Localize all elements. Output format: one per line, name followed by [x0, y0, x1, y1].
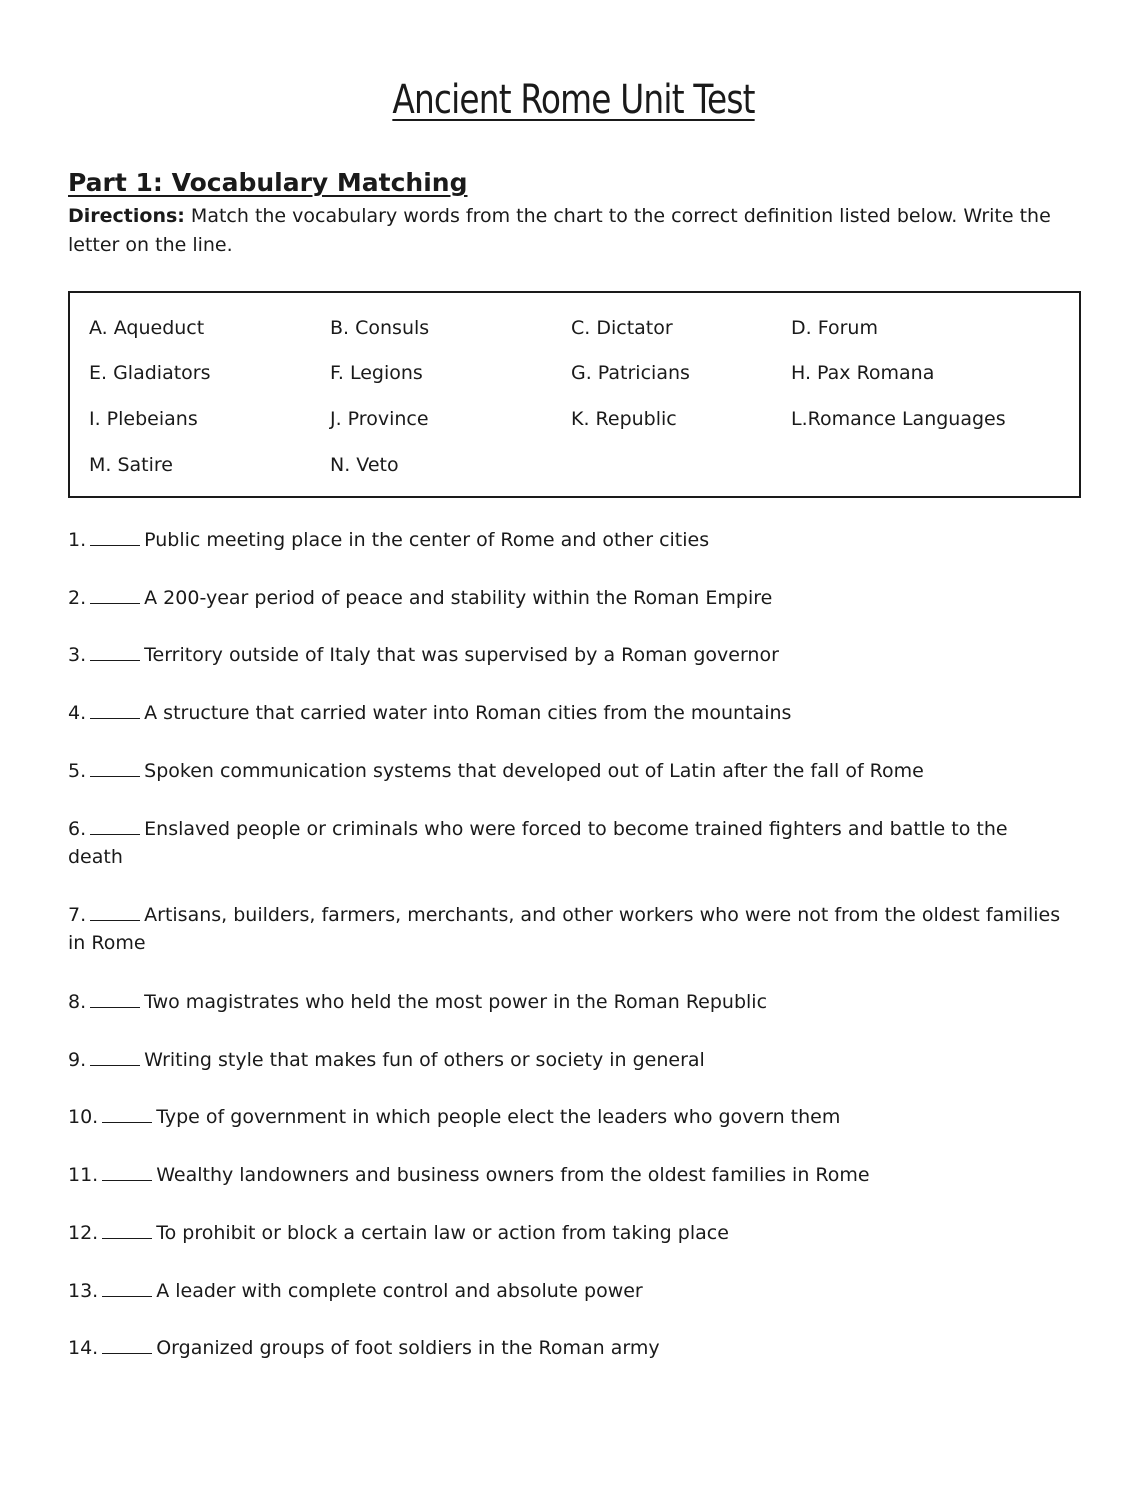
question-text: Two magistrates who held the most power in the Roman Republic — [144, 991, 768, 1013]
question-number: 7. — [68, 904, 87, 926]
question-text: To prohibit or block a certain law or action from taking place — [156, 1222, 729, 1244]
question-text: A 200-year period of peace and stability within the Roman Empire — [144, 587, 773, 609]
answer-blank[interactable] — [102, 1164, 152, 1181]
question-number: 4. — [68, 702, 87, 724]
question-item — [68, 1103, 1068, 1131]
question-text: A structure that carried water into Roman cities from the mountains — [144, 702, 792, 724]
word-bank-item: F. Legions — [330, 362, 423, 384]
answer-blank[interactable] — [102, 1280, 152, 1297]
directions — [68, 202, 1078, 260]
question-text: Enslaved people or criminals who were forced to become trained fighters and battle to the death — [68, 818, 1008, 868]
question-text: Wealthy landowners and business owners from the oldest families in Rome — [156, 1164, 870, 1186]
word-bank-item: H. Pax Romana — [791, 362, 935, 384]
question-item — [68, 1277, 1068, 1305]
question-number: 12. — [68, 1222, 99, 1244]
question-text: Territory outside of Italy that was supervised by a Roman governor — [144, 644, 779, 666]
word-bank-item: J. Province — [330, 408, 429, 430]
question-text: Artisans, builders, farmers, merchants, and other workers who were not from the oldest families in Rome — [68, 904, 1061, 954]
question-item — [68, 901, 1068, 957]
question-text: Spoken communication systems that developed out of Latin after the fall of Rome — [144, 760, 924, 782]
question-text: A leader with complete control and absolute power — [156, 1280, 643, 1302]
directions-text: Match the vocabulary words from the chart to the correct definition listed below. Write the letter on the line. — [68, 205, 1051, 256]
question-item — [68, 757, 1068, 785]
answer-blank[interactable] — [90, 818, 140, 835]
question-item — [68, 1219, 1068, 1247]
question-text: Public meeting place in the center of Rome and other cities — [144, 529, 710, 551]
word-bank-item: E. Gladiators — [89, 362, 211, 384]
answer-blank[interactable] — [102, 1106, 152, 1123]
question-item — [68, 699, 1068, 727]
word-bank-item: C. Dictator — [571, 317, 673, 339]
word-bank-item: B. Consuls — [330, 317, 430, 339]
question-number: 10. — [68, 1106, 99, 1128]
question-number: 9. — [68, 1049, 87, 1071]
question-item — [68, 526, 1068, 554]
question-item — [68, 584, 1068, 612]
answer-blank[interactable] — [102, 1222, 152, 1239]
question-item — [68, 815, 1068, 871]
question-item — [68, 988, 1068, 1016]
question-number: 5. — [68, 760, 87, 782]
answer-blank[interactable] — [90, 644, 140, 661]
question-number: 6. — [68, 818, 87, 840]
question-number: 13. — [68, 1280, 99, 1302]
question-item — [68, 1161, 1068, 1189]
word-bank-item: I. Plebeians — [89, 408, 198, 430]
answer-blank[interactable] — [90, 702, 140, 719]
answer-blank[interactable] — [90, 587, 140, 604]
word-bank-item: N. Veto — [330, 454, 399, 476]
question-number: 1. — [68, 529, 87, 551]
answer-blank[interactable] — [90, 991, 140, 1008]
question-text: Writing style that makes fun of others or society in general — [144, 1049, 705, 1071]
word-bank-item: L.Romance Languages — [791, 408, 1006, 430]
answer-blank[interactable] — [90, 760, 140, 777]
word-bank-item: M. Satire — [89, 454, 173, 476]
question-number: 3. — [68, 644, 87, 666]
question-item — [68, 1334, 1068, 1362]
question-text: Type of government in which people elect the leaders who govern them — [156, 1106, 841, 1128]
question-item — [68, 641, 1068, 669]
answer-blank[interactable] — [90, 529, 140, 546]
part1-heading: Part 1: Vocabulary Matching — [68, 168, 468, 197]
question-number: 2. — [68, 587, 87, 609]
word-bank-item: G. Patricians — [571, 362, 690, 384]
word-bank — [68, 291, 1081, 498]
answer-blank[interactable] — [102, 1337, 152, 1354]
word-bank-item: D. Forum — [791, 317, 878, 339]
question-text: Organized groups of foot soldiers in the Roman army — [156, 1337, 660, 1359]
word-bank-item: A. Aqueduct — [89, 317, 205, 339]
question-number: 14. — [68, 1337, 99, 1359]
answer-blank[interactable] — [90, 904, 140, 921]
word-bank-item: K. Republic — [571, 408, 677, 430]
question-number: 11. — [68, 1164, 99, 1186]
directions-label: Directions: — [68, 205, 185, 227]
page-title: Ancient Rome Unit Test — [392, 77, 755, 123]
answer-blank[interactable] — [90, 1049, 140, 1066]
question-item — [68, 1046, 1068, 1074]
question-number: 8. — [68, 991, 87, 1013]
